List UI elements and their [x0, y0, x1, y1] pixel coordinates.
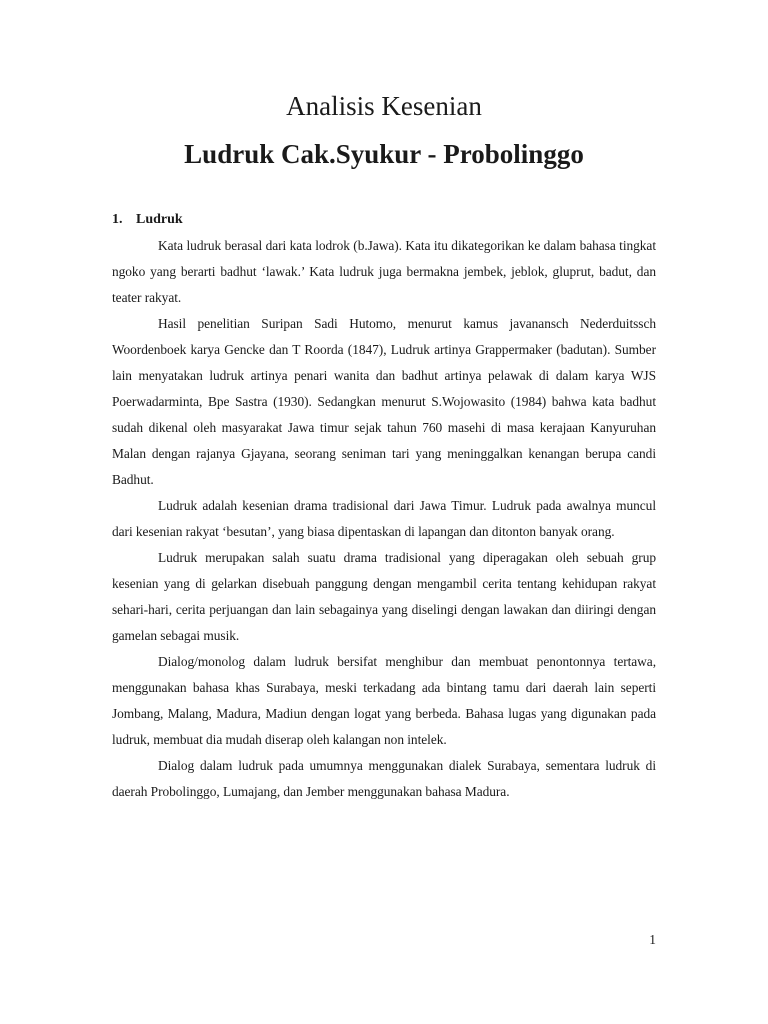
body-text: [112, 233, 656, 805]
section-heading: [112, 208, 183, 232]
paragraph: Dialog dalam ludruk pada umumnya menggunakan dialek Surabaya, sementara ludruk di daerah Probolinggo, Lumajang, dan Jember menggunakan bahasa Madura.: [112, 758, 656, 799]
document-subtitle: Ludruk Cak.Syukur - Probolinggo: [184, 139, 584, 169]
section-number: 1.: [112, 212, 123, 227]
section-title: Ludruk: [136, 212, 183, 227]
paragraph: Ludruk adalah kesenian drama tradisional dari Jawa Timur. Ludruk pada awalnya muncul dari kesenian rakyat ‘besutan’, yang biasa dipentaskan di lapangan dan ditonton banyak orang.: [112, 498, 656, 539]
paragraph: Dialog/monolog dalam ludruk bersifat menghibur dan membuat penontonnya tertawa, menggunakan bahasa khas Surabaya, meski terkadang ada bintang tamu dari daerah lain seperti Jombang, Malang, Madura, Madiun dengan logat yang berbeda. Bahasa lugas yang digunakan pada ludruk, membuat dia mudah diserap oleh kalangan non intelek.: [112, 654, 656, 747]
paragraph: Hasil penelitian Suripan Sadi Hutomo, menurut kamus javanansch Nederduitssch Woordenboek karya Gencke dan T Roorda (1847), Ludruk artinya Grappermaker (badutan). Sumber lain menyatakan ludruk artinya penari wanita dan badhut artinya pelawak di dalam karya WJS Poerwadarminta, Bpe Sastra (1930). Sedangkan menurut S.Wojowasito (1984) bahwa kata badhut sudah dikenal oleh masyarakat Jawa timur sejak tahun 760 masehi di masa kerajaan Kanyuruhan Malan dengan rajanya Gjayana, seorang seniman tari yang meninggalkan kenangan berupa candi Badhut.: [112, 316, 656, 487]
page-number: 1: [649, 932, 656, 947]
paragraph: Ludruk merupakan salah suatu drama tradisional yang diperagakan oleh sebuah grup kesenian yang di gelarkan disebuah panggung dengan mengambil cerita tentang kehidupan rakyat sehari-hari, cerita perjuangan dan lain sebagainya yang diselingi dengan lawakan dan diiringi dengan gamelan sebagai musik.: [112, 550, 656, 643]
paragraph: Kata ludruk berasal dari kata lodrok (b.Jawa). Kata itu dikategorikan ke dalam bahasa tingkat ngoko yang berarti badhut ‘lawak.’ Kata ludruk juga bermakna jembek, jeblok, gluprut, badut, dan teater rakyat.: [112, 238, 656, 305]
document-title: Analisis Kesenian: [286, 91, 482, 121]
